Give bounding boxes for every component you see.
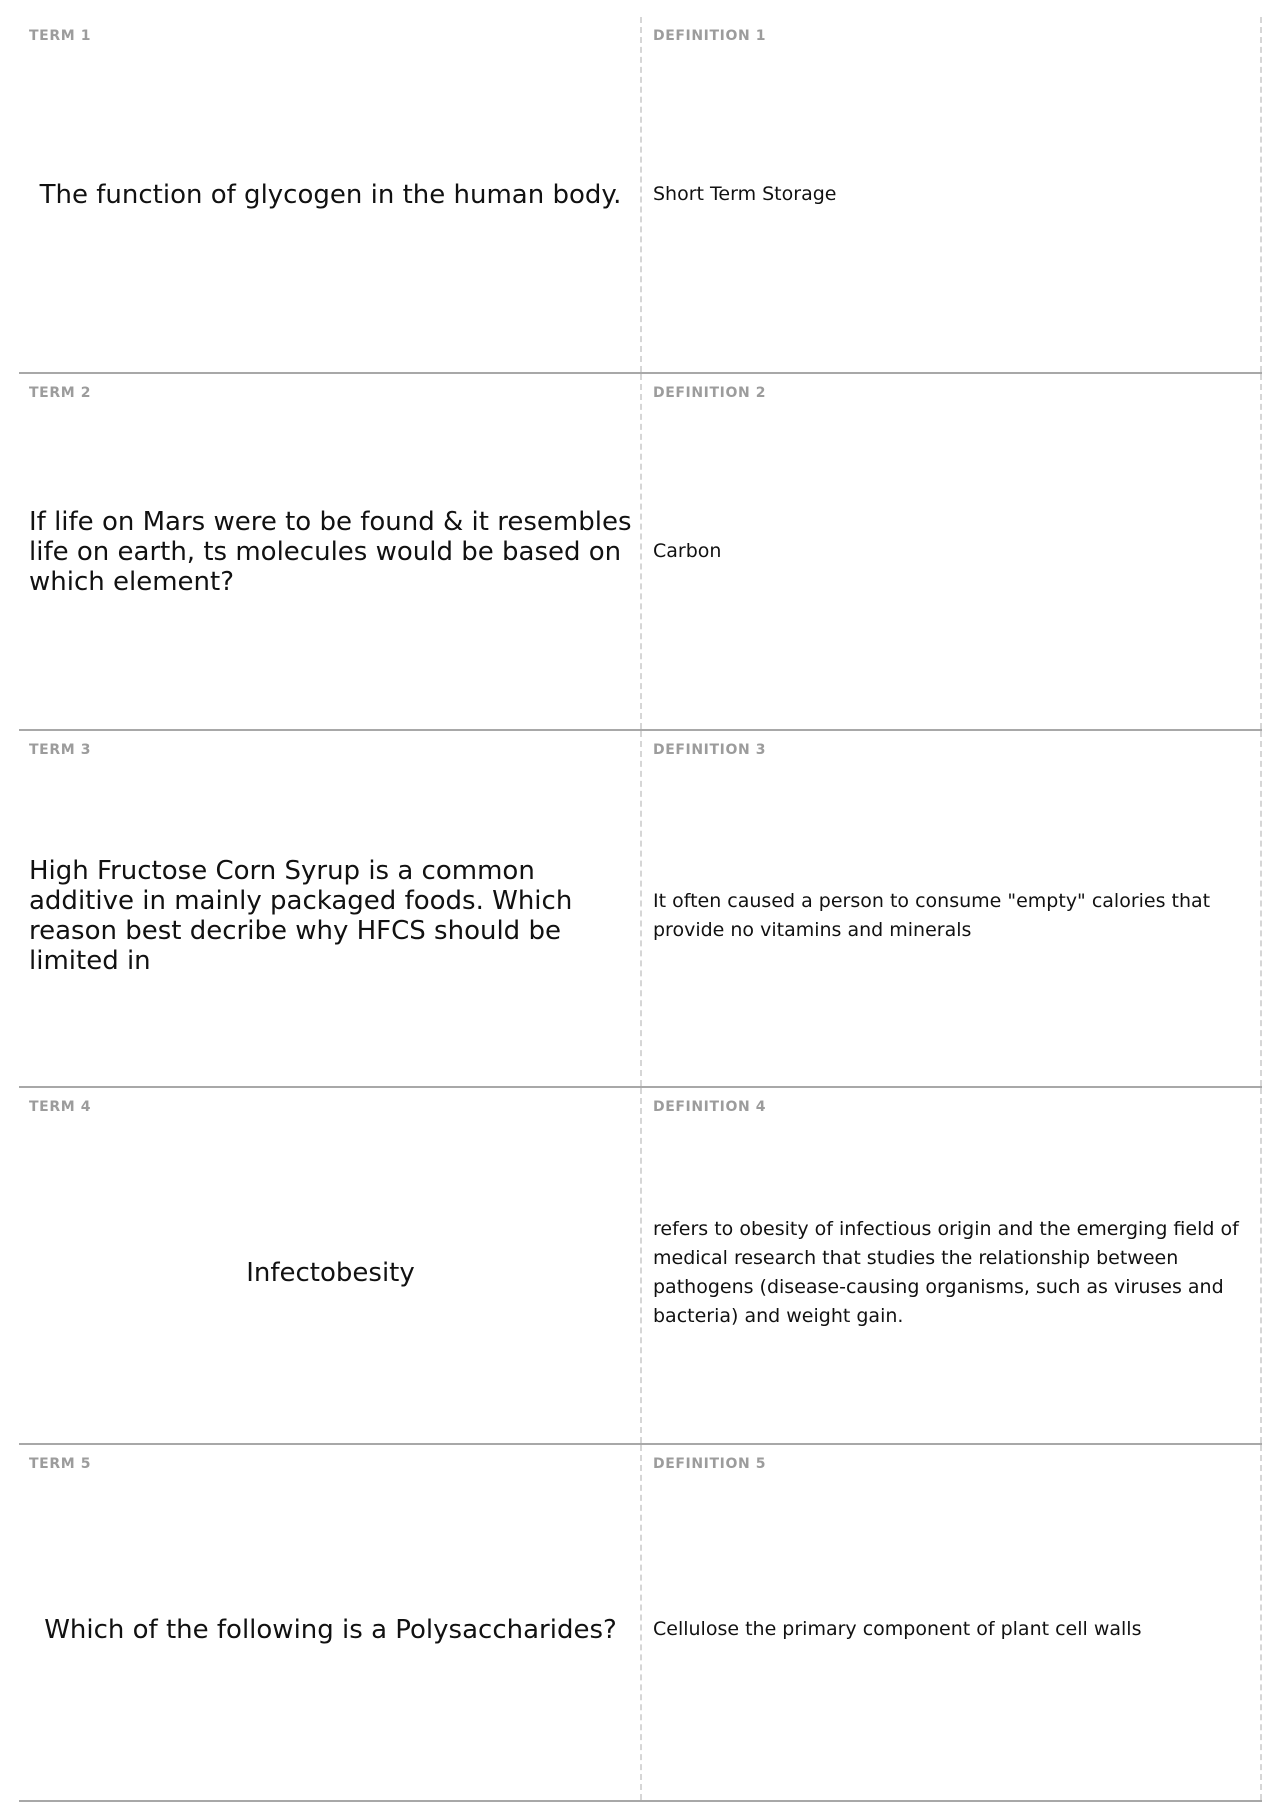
definition-text: refers to obesity of infectious origin and the emerging field of medical research that studies the relationship between pathogens (disease-causing organisms, such as viruses and bacteria) and weight gain. [653,1217,1239,1327]
term-label: TERM 3 [29,742,92,758]
term-cell [19,731,642,1086]
flashcard-row [19,374,1262,731]
term-text: The function of glycogen in the human body. [39,179,622,210]
definition-cell [642,1088,1262,1443]
definition-text: Short Term Storage [653,183,837,205]
definition-label: DEFINITION 2 [653,385,767,401]
definition-text: It often caused a person to consume "empty" calories that provide no vitamins and minerals [653,889,1211,941]
definition-text: Cellulose the primary component of plant cell walls [653,1618,1142,1640]
definition-label: DEFINITION 5 [653,1456,767,1472]
definition-label: DEFINITION 3 [653,742,767,758]
term-cell [19,17,642,372]
term-text: Infectobesity [246,1257,415,1288]
definition-text: Carbon [653,540,722,562]
term-text: Which of the following is a Polysaccharides? [44,1614,617,1645]
flashcard-row [19,1088,1262,1445]
definition-cell [642,1445,1262,1800]
term-cell [19,1088,642,1443]
definition-cell [642,731,1262,1086]
term-text: If life on Mars were to be found & it resembles life on earth, ts molecules would be based on which element? [29,506,632,597]
term-text: High Fructose Corn Syrup is a common additive in mainly packaged foods. Which reason best decribe why HFCS should be limited in [29,855,573,976]
term-label: TERM 4 [29,1099,92,1115]
definition-label: DEFINITION 1 [653,28,767,44]
flashcard-sheet [19,17,1262,1802]
term-cell [19,1445,642,1800]
definition-label: DEFINITION 4 [653,1099,767,1115]
term-label: TERM 5 [29,1456,92,1472]
flashcard-row [19,1445,1262,1802]
flashcard-row [19,731,1262,1088]
term-cell [19,374,642,729]
term-label: TERM 2 [29,385,92,401]
definition-cell [642,17,1262,372]
flashcard-row [19,17,1262,374]
definition-cell [642,374,1262,729]
term-label: TERM 1 [29,28,92,44]
